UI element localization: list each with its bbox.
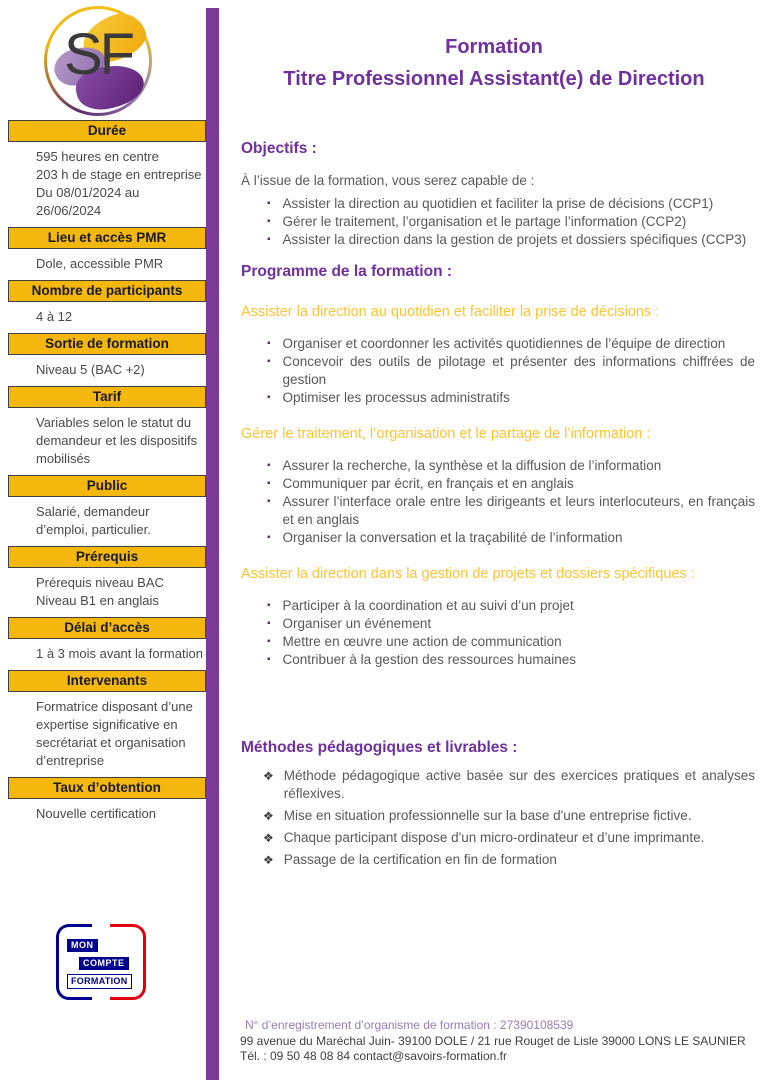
footer-registration-number: N° d’enregistrement d’organisme de formation : 27390108539 (245, 1018, 574, 1032)
methods-heading: Méthodes pédagogiques et livrables : (241, 739, 518, 756)
diamond-bullet-icon: ❖ (263, 831, 274, 845)
list-item (241, 475, 755, 493)
sf-logo-initials: SF (63, 22, 133, 87)
objectives-heading: Objectifs : (241, 140, 317, 157)
sidebar-body-delai (8, 639, 206, 670)
list-item-text: Chaque participant dispose d'un micro-ordinateur et d’une imprimante. (283, 830, 705, 845)
methods-list (241, 767, 755, 869)
sidebar-line: Salarié, demandeur d’emploi, particulier. (36, 504, 151, 537)
sidebar-header-participants: Nombre de participants (8, 280, 206, 302)
page-title-line2: Titre Professionnel Assistant(e) de Direction (283, 68, 705, 90)
footer (240, 1018, 750, 1065)
programme-section-1-list (241, 335, 755, 407)
list-item (241, 389, 755, 407)
list-item-text: Contribuer à la gestion des ressources humaines (282, 652, 576, 667)
sidebar-header-taux: Taux d’obtention (8, 777, 206, 799)
sidebar-header-intervenants: Intervenants (8, 670, 206, 692)
footer-address: 99 avenue du Maréchal Juin- 39100 DOLE / 21 rue Rouget de Lisle 39000 LONS LE SAUNIER (240, 1033, 746, 1048)
sidebar-section-taux (8, 777, 206, 830)
list-item (241, 457, 755, 475)
programme-section-2-title: Gérer le traitement, l’organisation et le partage de l’information : (241, 426, 651, 442)
list-item-text: Optimiser les processus administratifs (282, 390, 510, 405)
sidebar-header-prerequis: Prérequis (8, 546, 206, 568)
objectives-intro: À l’issue de la formation, vous serez capable de : (241, 173, 535, 188)
square-bullet-icon: ▪ (267, 618, 271, 629)
list-item (241, 829, 755, 847)
list-item (241, 195, 755, 213)
list-item-text: Assister la direction dans la gestion de projets et dossiers spécifiques (CCP3) (282, 232, 747, 247)
list-item-text: Concevoir des outils de pilotage et présenter des informations chiffrées de gestion (282, 354, 755, 387)
list-item (241, 353, 755, 389)
sidebar-body-public (8, 497, 206, 546)
square-bullet-icon: ▪ (267, 636, 271, 647)
page-title-line1: Formation (445, 36, 543, 58)
list-item-text: Assurer la recherche, la synthèse et la diffusion de l’information (282, 458, 662, 473)
sidebar-body-duree (8, 142, 206, 227)
square-bullet-icon: ▪ (267, 532, 271, 543)
list-item (241, 807, 755, 825)
sidebar-line: Niveau 5 (BAC +2) (36, 362, 145, 377)
square-bullet-icon: ▪ (267, 338, 271, 349)
objectives-list (241, 195, 755, 249)
list-item-text: Assurer l’interface orale entre les dirigeants et leurs interlocuteurs, en français et en anglais (282, 494, 755, 527)
mcf-line-mon: MON (67, 939, 98, 952)
list-item-text: Méthode pédagogique active basée sur des exercices pratiques et analyses réflexives. (283, 768, 755, 801)
sidebar-body-participants (8, 302, 206, 333)
square-bullet-icon: ▪ (267, 392, 271, 403)
sidebar-header-lieu: Lieu et accès PMR (8, 227, 206, 249)
sidebar-line: 1 à 3 mois avant la formation (36, 646, 203, 661)
list-item (241, 633, 755, 651)
programme-heading: Programme de la formation : (241, 263, 453, 280)
list-item (241, 493, 755, 529)
square-bullet-icon: ▪ (267, 600, 271, 611)
sidebar-body-lieu (8, 249, 206, 280)
list-item-text: Organiser un événement (282, 616, 432, 631)
square-bullet-icon: ▪ (267, 198, 271, 209)
square-bullet-icon: ▪ (267, 356, 271, 367)
list-item (241, 851, 755, 869)
sidebar-section-delai (8, 617, 206, 670)
sidebar-line: 203 h de stage en entreprise (36, 167, 202, 182)
sidebar-section-intervenants (8, 670, 206, 777)
sidebar-section-duree (8, 120, 206, 227)
sidebar-line: Du 08/01/2024 au 26/06/2024 (36, 185, 140, 218)
sidebar-line: Niveau B1 en anglais (36, 593, 159, 608)
sidebar-line: 4 à 12 (36, 309, 73, 324)
programme-section-3-list (241, 597, 755, 669)
list-item (241, 615, 755, 633)
list-item-text: Communiquer par écrit, en français et en anglais (282, 476, 574, 491)
sidebar-header-tarif: Tarif (8, 386, 206, 408)
list-item-text: Assister la direction au quotidien et faciliter la prise de décisions (CCP1) (282, 196, 714, 211)
sidebar-body-prerequis (8, 568, 206, 617)
sf-logo (38, 4, 158, 118)
list-item-text: Mettre en œuvre une action de communication (282, 634, 562, 649)
sidebar (8, 120, 206, 830)
list-item (241, 335, 755, 353)
sidebar-header-delai: Délai d’accès (8, 617, 206, 639)
list-item-text: Organiser et coordonner les activités quotidiennes de l’équipe de direction (282, 336, 726, 351)
square-bullet-icon: ▪ (267, 234, 271, 245)
sidebar-section-sortie (8, 333, 206, 386)
list-item-text: Organiser la conversation et la traçabilité de l’information (282, 530, 623, 545)
sidebar-line: Dole, accessible PMR (36, 256, 164, 271)
sidebar-body-intervenants (8, 692, 206, 777)
sidebar-line: Variables selon le statut du demandeur et les dispositifs mobilisés (36, 415, 198, 466)
list-item (241, 213, 755, 231)
sidebar-section-participants (8, 280, 206, 333)
list-item-text: Passage de la certification en fin de formation (283, 852, 557, 867)
mcf-line-compte: COMPTE (79, 957, 129, 970)
sidebar-line: Nouvelle certification (36, 806, 156, 821)
sidebar-section-prerequis (8, 546, 206, 617)
mcf-text (67, 935, 135, 989)
vertical-divider-bar (206, 8, 219, 1080)
sidebar-line: 595 heures en centre (36, 149, 159, 164)
header-titles (232, 36, 756, 91)
programme-section-2-list (241, 457, 755, 547)
sidebar-section-public (8, 475, 206, 546)
mcf-line-formation: FORMATION (67, 974, 132, 989)
list-item (241, 597, 755, 615)
square-bullet-icon: ▪ (267, 496, 271, 507)
list-item (241, 651, 755, 669)
list-item (241, 529, 755, 547)
programme-section-3-title: Assister la direction dans la gestion de projets et dossiers spécifiques : (241, 566, 695, 582)
list-item-text: Mise en situation professionnelle sur la base d'une entreprise fictive. (283, 808, 692, 823)
diamond-bullet-icon: ❖ (263, 809, 274, 823)
programme-section-1-title: Assister la direction au quotidien et faciliter la prise de décisions : (241, 304, 660, 320)
sidebar-section-lieu (8, 227, 206, 280)
footer-phone-email: Tél. : 09 50 48 08 84 contact@savoirs-formation.fr (240, 1049, 507, 1063)
sidebar-body-taux (8, 799, 206, 830)
diamond-bullet-icon: ❖ (263, 769, 274, 783)
list-item (241, 231, 755, 249)
list-item (241, 767, 755, 803)
main-content (241, 140, 755, 873)
list-item-text: Gérer le traitement, l’organisation et le partage l’information (CCP2) (282, 214, 687, 229)
sidebar-section-tarif (8, 386, 206, 475)
sidebar-line: Prérequis niveau BAC (36, 575, 164, 590)
sidebar-body-tarif (8, 408, 206, 475)
square-bullet-icon: ▪ (267, 216, 271, 227)
sidebar-header-duree: Durée (8, 120, 206, 142)
mon-compte-formation-logo (56, 924, 146, 1000)
sidebar-body-sortie (8, 355, 206, 386)
sidebar-header-sortie: Sortie de formation (8, 333, 206, 355)
diamond-bullet-icon: ❖ (263, 853, 274, 867)
square-bullet-icon: ▪ (267, 654, 271, 665)
sidebar-header-public: Public (8, 475, 206, 497)
square-bullet-icon: ▪ (267, 478, 271, 489)
list-item-text: Participer à la coordination et au suivi d’un projet (282, 598, 574, 613)
square-bullet-icon: ▪ (267, 460, 271, 471)
sidebar-line: Formatrice disposant d’une expertise significative en secrétariat et organisation d’entreprise (36, 699, 193, 768)
